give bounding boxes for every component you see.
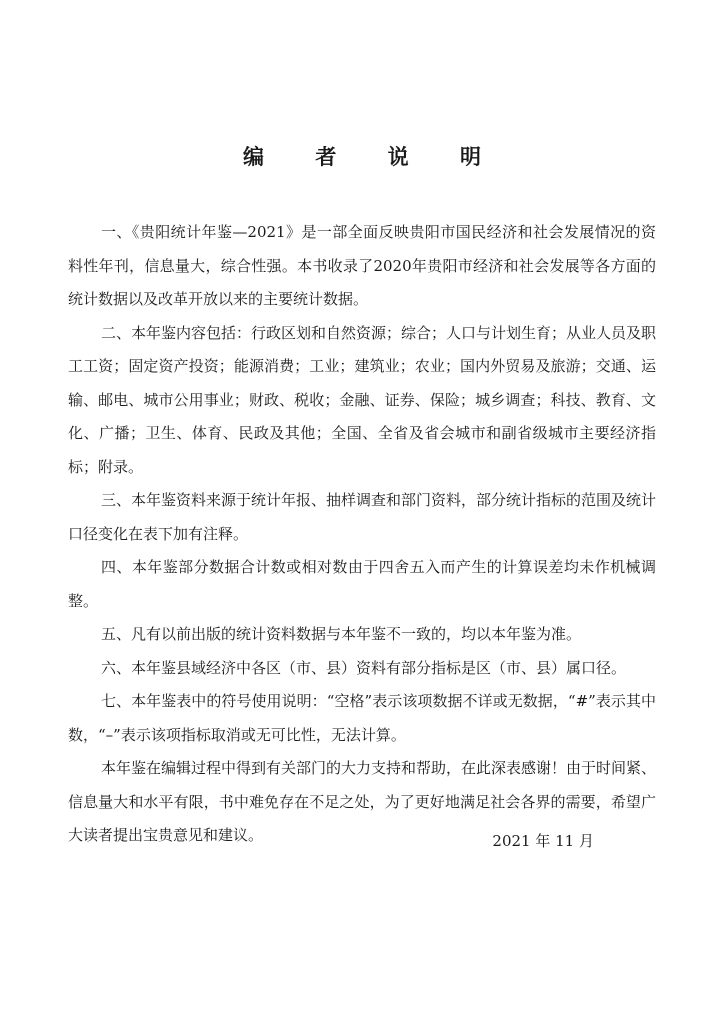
paragraph-6: 六、本年鉴县域经济中各区（市、县）资料有部分指标是区（市、县）属口径。: [101, 658, 627, 677]
paragraph-8: 本年鉴在编辑过程中得到有关部门的大力支持和帮助，在此深表感谢！由于时间紧、信息量大和水平有限，书中难免存在不足之处，为了更好地满足社会各界的需要，希望广大读者提出宝贵意见和建议。: [68, 759, 657, 844]
paragraph-5: 五、凡有以前出版的统计资料数据与本年鉴不一致的，均以本年鉴为准。: [101, 625, 582, 643]
paragraph-3: 三、本年鉴资料来源于统计年报、抽样调查和部门资料，部分统计指标的范围及统计口径变化在表下加有注释。: [68, 491, 657, 543]
page-title: 编 者 说 明: [243, 144, 503, 169]
paragraph-1: 一、《贵阳统计年鉴—2021》是一部全面反映贵阳市国民经济和社会发展情况的资料性年刊，信息量大，综合性强。本书收录了2020年贵阳市经济和社会发展等各方面的统计数据以及改革开放以来的主要统计数据。: [68, 223, 656, 308]
document-body: [68, 216, 656, 853]
paragraph-2: 二、本年鉴内容包括：行政区划和自然资源；综合；人口与计划生育；从业人员及职工工资；固定资产投资；能源消费；工业；建筑业；农业；国内外贸易及旅游；交通、运输、邮电、城市公用事业；财政、税收；金融、证券、保险；城乡调查；科技、教育、文化、广播；卫生、体育、民政及其他；全国、全省及省会城市和副省级城市主要经济指标；附录。: [68, 323, 657, 476]
document-date: 2021 年 11 月: [492, 832, 594, 850]
paragraph-4: 四、本年鉴部分数据合计数或相对数由于四舍五入而产生的计算误差均未作机械调整。: [68, 558, 656, 610]
paragraph-7: 七、本年鉴表中的符号使用说明：“空格”表示该项数据不详或无数据，“#”表示其中数，“–”表示该项指标取消或无可比性，无法计算。: [68, 692, 656, 744]
